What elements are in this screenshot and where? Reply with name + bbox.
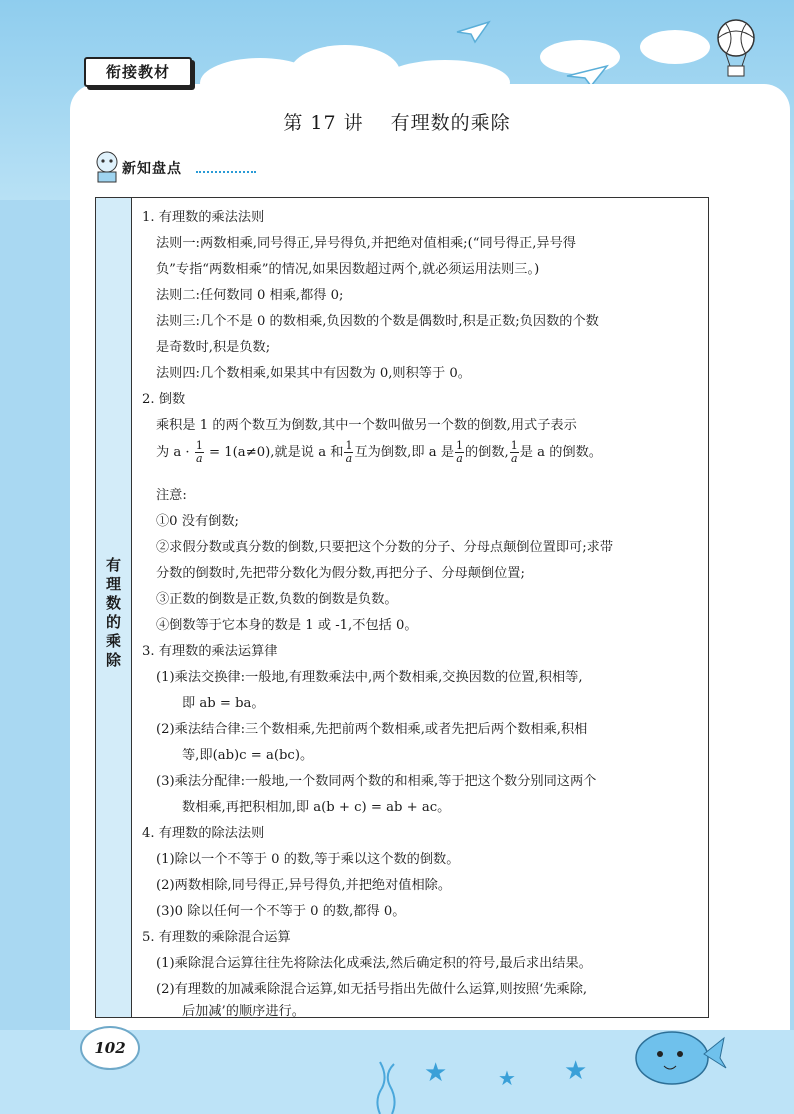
topic-label-char: 除 bbox=[105, 651, 121, 669]
dotted-divider bbox=[196, 171, 256, 173]
heading-5: 5. 有理数的乘除混合运算 bbox=[142, 930, 291, 945]
text-line: (1)除以一个不等于 0 的数,等于乘以这个数的倒数。 bbox=[156, 852, 460, 867]
lecture-title: 有理数的乘除 bbox=[390, 112, 511, 134]
starfish-icon: ★ bbox=[564, 1056, 588, 1086]
text-line: ①0 没有倒数; bbox=[156, 514, 239, 529]
formula-line: 为 a · $\frac{1}{a}$ = 1(a≠0),就是说 a 和 $\frac{1}{a}$ 互为倒数,即 a 是 $\frac{1}{a}$ 的倒数, $\frac{1}{a}$ 是 a 的倒数。 bbox=[156, 439, 602, 465]
topic-label-char: 理 bbox=[105, 575, 121, 593]
book-tag: 衔接教材 bbox=[84, 57, 192, 87]
rule-line: 是奇数时,积是负数; bbox=[156, 340, 271, 355]
section-heading bbox=[92, 150, 272, 184]
hot-air-balloon-icon bbox=[712, 18, 760, 78]
rule-line: 负”专指“两数相乘”的情况,如果因数超过两个,就必须运用法则三。) bbox=[156, 262, 540, 277]
text-line: 数相乘,再把积相加,即 a(b + c) = ab + ac。 bbox=[182, 800, 451, 815]
text-line: ③正数的倒数是正数,负数的倒数是负数。 bbox=[156, 592, 398, 607]
topic-label-char: 的 bbox=[105, 613, 121, 631]
text-line: (2)乘法结合律:三个数相乘,先把前两个数相乘,或者先把后两个数相乘,积相 bbox=[156, 722, 588, 737]
text-line: (1)乘法交换律:一般地,有理数乘法中,两个数相乘,交换因数的位置,积相等, bbox=[156, 670, 583, 685]
page-number: 102 bbox=[80, 1026, 140, 1070]
knowledge-table bbox=[95, 197, 709, 1018]
text-line: (2)两数相除,同号得正,异号得负,并把绝对值相除。 bbox=[156, 878, 452, 893]
text-line: ②求假分数或真分数的倒数,只要把这个分数的分子、分母点颠倒位置即可;求带 bbox=[156, 540, 614, 555]
page-title bbox=[0, 108, 794, 135]
text-line: 乘积是 1 的两个数互为倒数,其中一个数叫做另一个数的倒数,用式子表示 bbox=[156, 418, 577, 433]
topic-column bbox=[96, 198, 132, 1017]
text-line: ④倒数等于它本身的数是 1 或 -1,不包括 0。 bbox=[156, 618, 418, 633]
heading-3: 3. 有理数的乘法运算律 bbox=[142, 644, 278, 659]
whale-mascot-icon bbox=[632, 1024, 728, 1086]
lecture-number: 第 17 讲 bbox=[283, 112, 364, 134]
text-line: (1)乘除混合运算往往先将除法化成乘法,然后确定积的符号,最后求出结果。 bbox=[156, 956, 592, 971]
topic-label-char: 有 bbox=[105, 556, 121, 574]
rule-line: 法则三:几个不是 0 的数相乘,负因数的个数是偶数时,积是正数;负因数的个数 bbox=[156, 314, 599, 329]
topic-label bbox=[96, 556, 131, 670]
text-line: 注意: bbox=[156, 488, 187, 503]
rule-line: 法则四:几个数相乘,如果其中有因数为 0,则积等于 0。 bbox=[156, 366, 471, 381]
text-line: 后加减’的顺序进行。 bbox=[182, 1004, 305, 1019]
fraction: $\frac{1}{a}$ bbox=[510, 439, 518, 465]
dog-mascot-icon bbox=[92, 150, 122, 184]
rule-line: 法则二:任何数同 0 相乘,都得 0; bbox=[156, 288, 344, 303]
fraction: $\frac{1}{a}$ bbox=[345, 439, 353, 465]
rule-line: 法则一:两数相乘,同号得正,异号得负,并把绝对值相乘;(“同号得正,异号得 bbox=[156, 236, 576, 251]
topic-label-char: 数 bbox=[105, 594, 121, 612]
text-line: (3)0 除以任何一个不等于 0 的数,都得 0。 bbox=[156, 904, 406, 919]
starfish-icon: ★ bbox=[498, 1066, 516, 1090]
text-line: 分数的倒数时,先把带分数化为假分数,再把分子、分母颠倒位置; bbox=[156, 566, 525, 581]
text-line: 即 ab = ba。 bbox=[182, 696, 265, 711]
topic-label-char: 乘 bbox=[105, 632, 121, 650]
paper-plane-icon bbox=[455, 20, 491, 44]
fraction: $\frac{1}{a}$ bbox=[456, 439, 463, 465]
text-line: 等,即(ab)c = a(bc)。 bbox=[182, 748, 314, 763]
heading-2: 2. 倒数 bbox=[142, 392, 186, 407]
heading-4: 4. 有理数的除法法则 bbox=[142, 826, 265, 841]
fraction: $\frac{1}{a}$ bbox=[195, 439, 203, 465]
starfish-icon: ★ bbox=[424, 1058, 448, 1088]
cloud bbox=[640, 30, 710, 64]
heading-1: 1. 有理数的乘法法则 bbox=[142, 210, 265, 225]
section-title: 新知盘点 bbox=[122, 161, 182, 177]
seaweed-icon bbox=[372, 1060, 402, 1114]
text-line: (2)有理数的加减乘除混合运算,如无括号指出先做什么运算,则按照‘先乘除, bbox=[156, 982, 588, 997]
text-line: (3)乘法分配律:一般地,一个数同两个数的和相乘,等于把这个数分别同这两个 bbox=[156, 774, 597, 789]
